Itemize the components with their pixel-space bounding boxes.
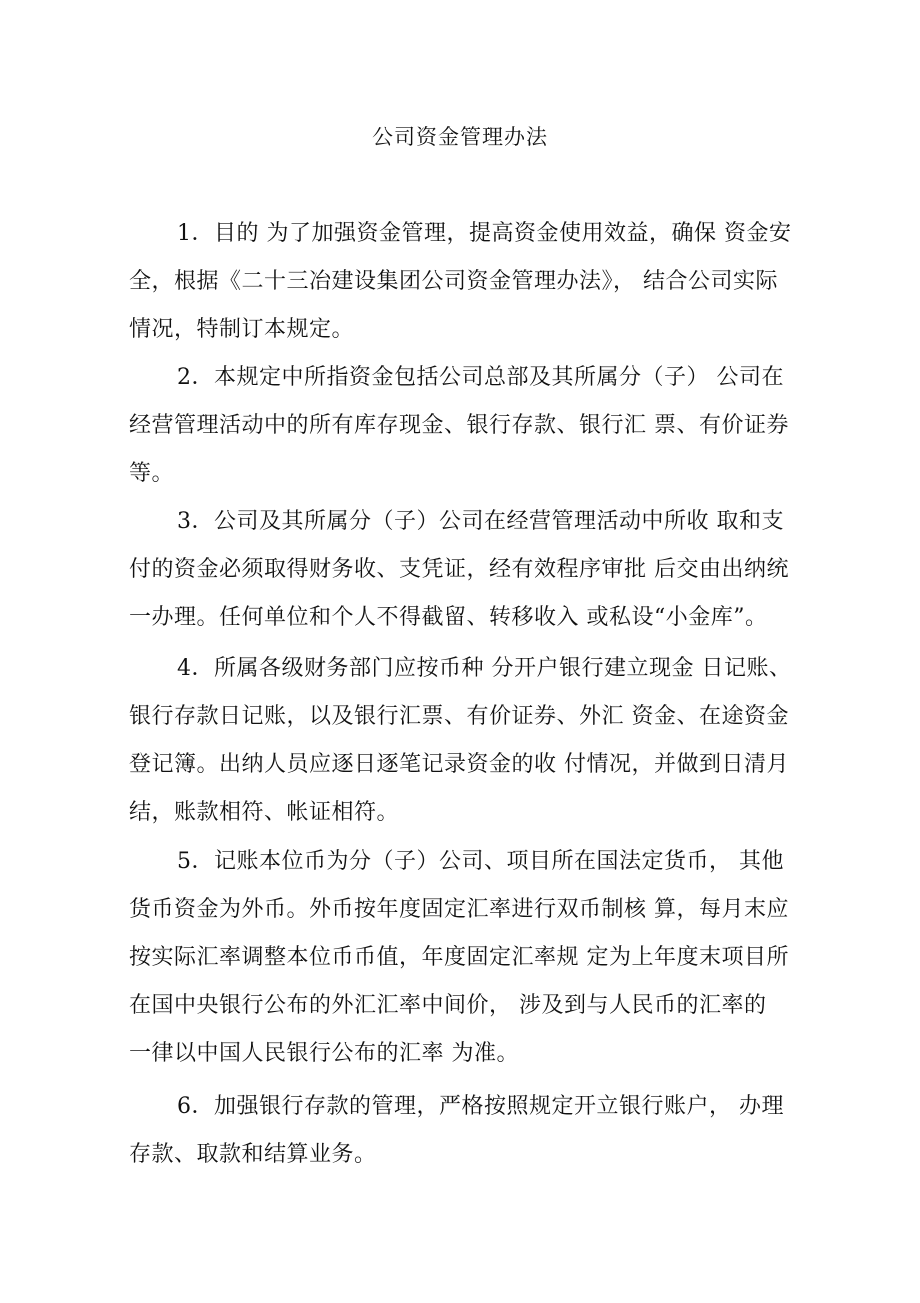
paragraph-2 bbox=[129, 354, 789, 498]
paragraph-line: 银行存款日记账，以及银行汇票、有价证券、外汇 资金、在途资金 bbox=[129, 704, 789, 729]
paragraph-line: 存款、取款和结算业务。 bbox=[129, 1142, 377, 1167]
paragraph-line: 经营管理活动中的所有库存现金、银行存款、银行汇 票、有价证券 bbox=[129, 413, 789, 438]
paragraph-line: 4．所属各级财务部门应按币种 分开户银行建立现金 日记账、 bbox=[177, 656, 792, 681]
paragraph-line: 结，账款相符、帐证相符。 bbox=[129, 800, 400, 825]
paragraph-line: 一办理。任何单位和个人不得截留、转移收入 或私设“小金库”。 bbox=[129, 605, 768, 630]
paragraph-1 bbox=[129, 210, 792, 354]
paragraph-line: 一律以中国人民银行公布的汇率 为准。 bbox=[129, 1041, 519, 1066]
paragraph-line: 情况，特制订本规定。 bbox=[129, 317, 355, 342]
document-title: 公司资金管理办法 bbox=[372, 125, 548, 149]
paragraph-line: 在国中央银行公布的外汇汇率中间价， 涉及到与人民币的汇率的 bbox=[129, 993, 767, 1018]
paragraph-5 bbox=[129, 838, 789, 1078]
paragraph-line: 货币资金为外币。外币按年度固定汇率进行双币制核 算，每月末应 bbox=[129, 897, 789, 922]
paragraph-line: 登记簿。出纳人员应逐日逐笔记录资金的收 付情况，并做到日清月 bbox=[129, 752, 789, 777]
paragraph-line: 付的资金必须取得财务收、支凭证，经有效程序审批 后交由出纳统 bbox=[129, 557, 789, 582]
paragraph-line: 2．本规定中所指资金包括公司总部及其所属分（子） 公司在 bbox=[177, 365, 784, 390]
paragraph-line: 3．公司及其所属分（子）公司在经营管理活动中所收 取和支 bbox=[177, 509, 784, 534]
paragraph-3 bbox=[129, 498, 789, 642]
paragraph-line: 1．目的 为了加强资金管理，提高资金使用效益，确保 资金安 bbox=[177, 221, 792, 246]
paragraph-line: 5．记账本位币为分（子）公司、项目所在国法定货币， 其他 bbox=[177, 849, 784, 874]
paragraph-line: 等。 bbox=[129, 461, 175, 486]
paragraph-6 bbox=[129, 1083, 789, 1179]
paragraph-4 bbox=[129, 645, 792, 837]
paragraph-line: 全，根据《二十三冶建设集团公司资金管理办法》， 结合公司实际 bbox=[129, 269, 778, 294]
paragraph-line: 6．加强银行存款的管理，严格按照规定开立银行账户， 办理 bbox=[177, 1094, 784, 1119]
paragraph-line: 按实际汇率调整本位币币值，年度固定汇率规 定为上年度末项目所 bbox=[129, 945, 789, 970]
